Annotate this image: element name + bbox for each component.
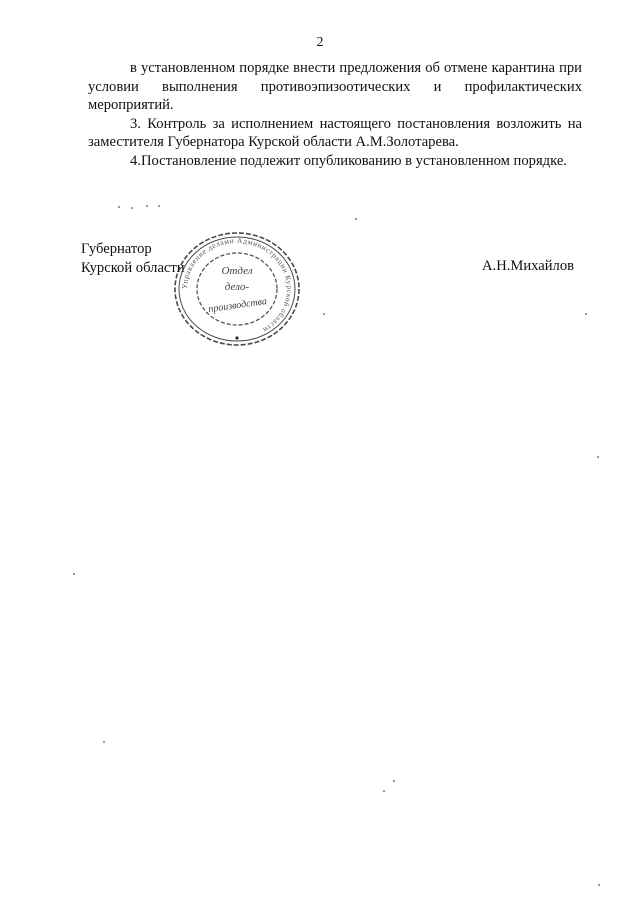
signatory-title-line2: Курской области <box>81 260 185 276</box>
scan-speck <box>146 205 148 207</box>
document-body <box>88 59 582 170</box>
scan-speck <box>597 456 599 458</box>
scan-speck <box>118 206 120 208</box>
scan-speck <box>323 313 325 315</box>
seal-center-line1: Отдел <box>221 265 253 277</box>
signatory-title-line1: Губернатор <box>81 241 152 257</box>
seal-star-mark <box>235 336 238 339</box>
seal-center-line3: производства <box>207 295 268 316</box>
seal-graphic <box>170 228 304 350</box>
scan-speck <box>383 790 385 792</box>
scan-speck <box>598 884 600 886</box>
scan-speck <box>131 207 133 209</box>
seal-ring-text: Управление делами Администрации Курской области <box>179 235 295 335</box>
paragraph-continuation: в установленном порядке внести предложения об отмене карантина при условии выполнения противоэпизоотических и профилактических мероприятий. <box>88 60 582 113</box>
scan-speck <box>585 313 587 315</box>
scan-speck <box>103 741 105 743</box>
scan-speck <box>355 218 357 220</box>
scan-speck <box>158 205 160 207</box>
signatory-name: А.Н.Михайлов <box>482 258 575 274</box>
paragraph-3: 3. Контроль за исполнением настоящего постановления возложить на заместителя Губернатора Курской области А.М.Золотарева. <box>88 115 582 150</box>
seal-center-line2: дело- <box>224 281 250 293</box>
paragraph-4: 4.Постановление подлежит опубликованию в установленном порядке. <box>130 152 567 169</box>
scan-speck <box>73 573 75 575</box>
scan-speck <box>393 780 395 782</box>
page-number: 2 <box>316 35 324 50</box>
official-seal <box>170 228 304 350</box>
